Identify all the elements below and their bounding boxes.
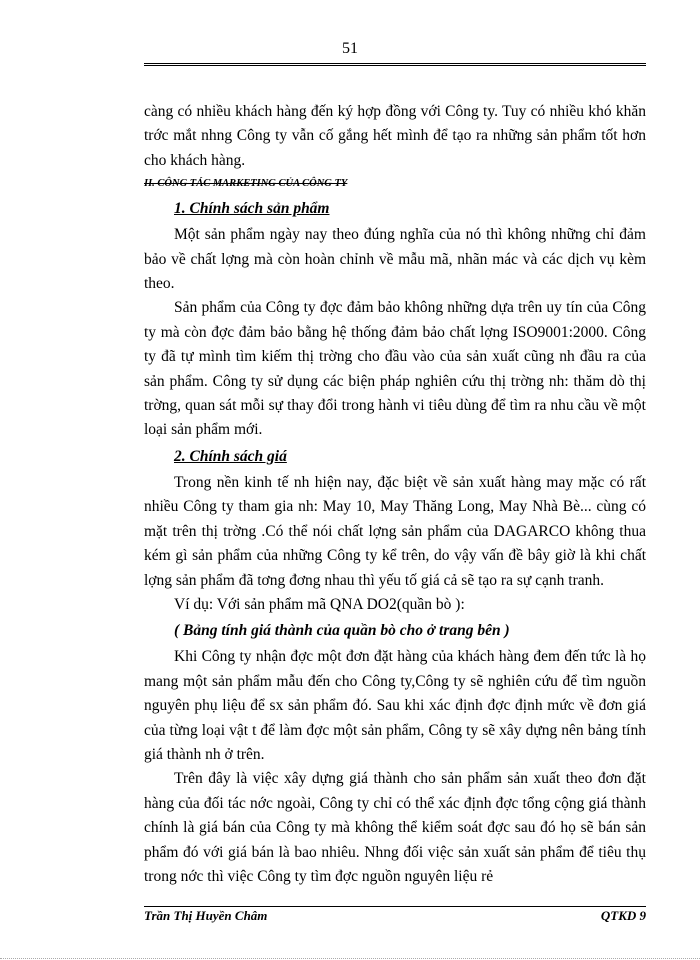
footer-rule: [144, 906, 646, 907]
paragraph-product-1: Một sản phẩm ngày nay theo đúng nghĩa của nó thì không những chỉ đảm bảo về chất lợng mà còn hoàn chỉnh về mẫu mã, nhãn mác và các dịch vụ kèm theo.: [144, 226, 646, 293]
page-bottom-dotted-rule: [0, 958, 700, 959]
sub-heading-product-policy: 1. Chính sách sản phẩm: [174, 200, 330, 218]
paragraph-price-3: Trên đây là việc xây dựng giá thành cho sản phẩm sản xuất theo đơn đặt hàng của đối tác nớc ngoài, Công ty chỉ có thể xác định đợc tổng cộng giá thành chính là giá bán của Công ty mà không thể kiểm soát đợc sau đó họ sẽ bán sản phẩm đó với giá bán là bao nhiêu. Nhng đối việc sản xuất sản phẩm để tiêu thụ trong nớc thì việc Công ty tìm đợc nguồn nguyên liệu rẻ: [144, 770, 646, 885]
paragraph-product-2: Sản phẩm của Công ty đợc đảm bảo không những dựa trên uy tín của Công ty mà còn đợc đảm bảo bằng hệ thống đảm bảo chất lợng ISO9001:2000. Công ty đã tự mình tìm kiếm thị trờng cho đầu vào của sản xuất cũng nh đầu ra của sản phẩm. Công ty sử dụng các biện pháp nghiên cứu thị trờng nh: thăm dò thị trờng, quan sát mỗi sự thay đổi trong hành vi tiêu dùng để tìm ra nhu cầu về một loại sản phẩm mới.: [144, 299, 646, 439]
footer-author: Trần Thị Huyền Châm: [144, 908, 268, 923]
section-heading: II. CÔNG TÁC MARKETING CỦA CÔNG TY: [144, 178, 348, 190]
header-rule: [144, 63, 646, 66]
paragraph-price-2: Khi Công ty nhận đợc một đơn đặt hàng của khách hàng đem đến tức là họ mang một sản phẩm mẫu đến cho Công ty,Công ty sẽ nghiên cứu để tìm nguồn nguyên phụ liệu để sx sản phẩm đó. Sau khi xác định đợc định mức về đơn giá của từng loại vật t để làm đợc một sản phẩm, Công ty sẽ xây dựng nên bảng tính giá thành nh ở trên.: [144, 648, 646, 763]
sub-heading-price-policy: 2. Chính sách giá: [174, 447, 287, 465]
table-caption: ( Bảng tính giá thành của quần bò cho ở trang bên ): [174, 622, 510, 640]
page-content: [144, 100, 646, 889]
paragraph-intro: càng có nhiều khách hàng đến ký hợp đồng với Công ty. Tuy có nhiều khó khăn trớc mắt nhng Công ty vẫn cố gắng hết mình để tạo ra những sản phẩm tốt hơn cho khách hàng.: [144, 103, 646, 169]
page-number: 51: [342, 40, 358, 57]
footer-class: QTKD 9: [600, 908, 646, 923]
paragraph-price-1: Trong nền kinh tế nh hiện nay, đặc biệt về sản xuất hàng may mặc có rất nhiều Công ty tham gia nh: May 10, May Thăng Long, May Nhà Bè... cùng có mặt trên thị trờng .Có thể nói chất lợng sản phẩm của DAGARCO không thua kém gì sản phẩm của những Công ty kể trên, do vậy vấn đề bây giờ là khi chất lợng sản phẩm đã tơng đơng nhau thì yếu tố giá cả sẽ tạo ra sự cạnh tranh.: [144, 473, 646, 589]
paragraph-example: Ví dụ: Với sản phẩm mã QNA DO2(quần bò ):: [174, 595, 465, 613]
